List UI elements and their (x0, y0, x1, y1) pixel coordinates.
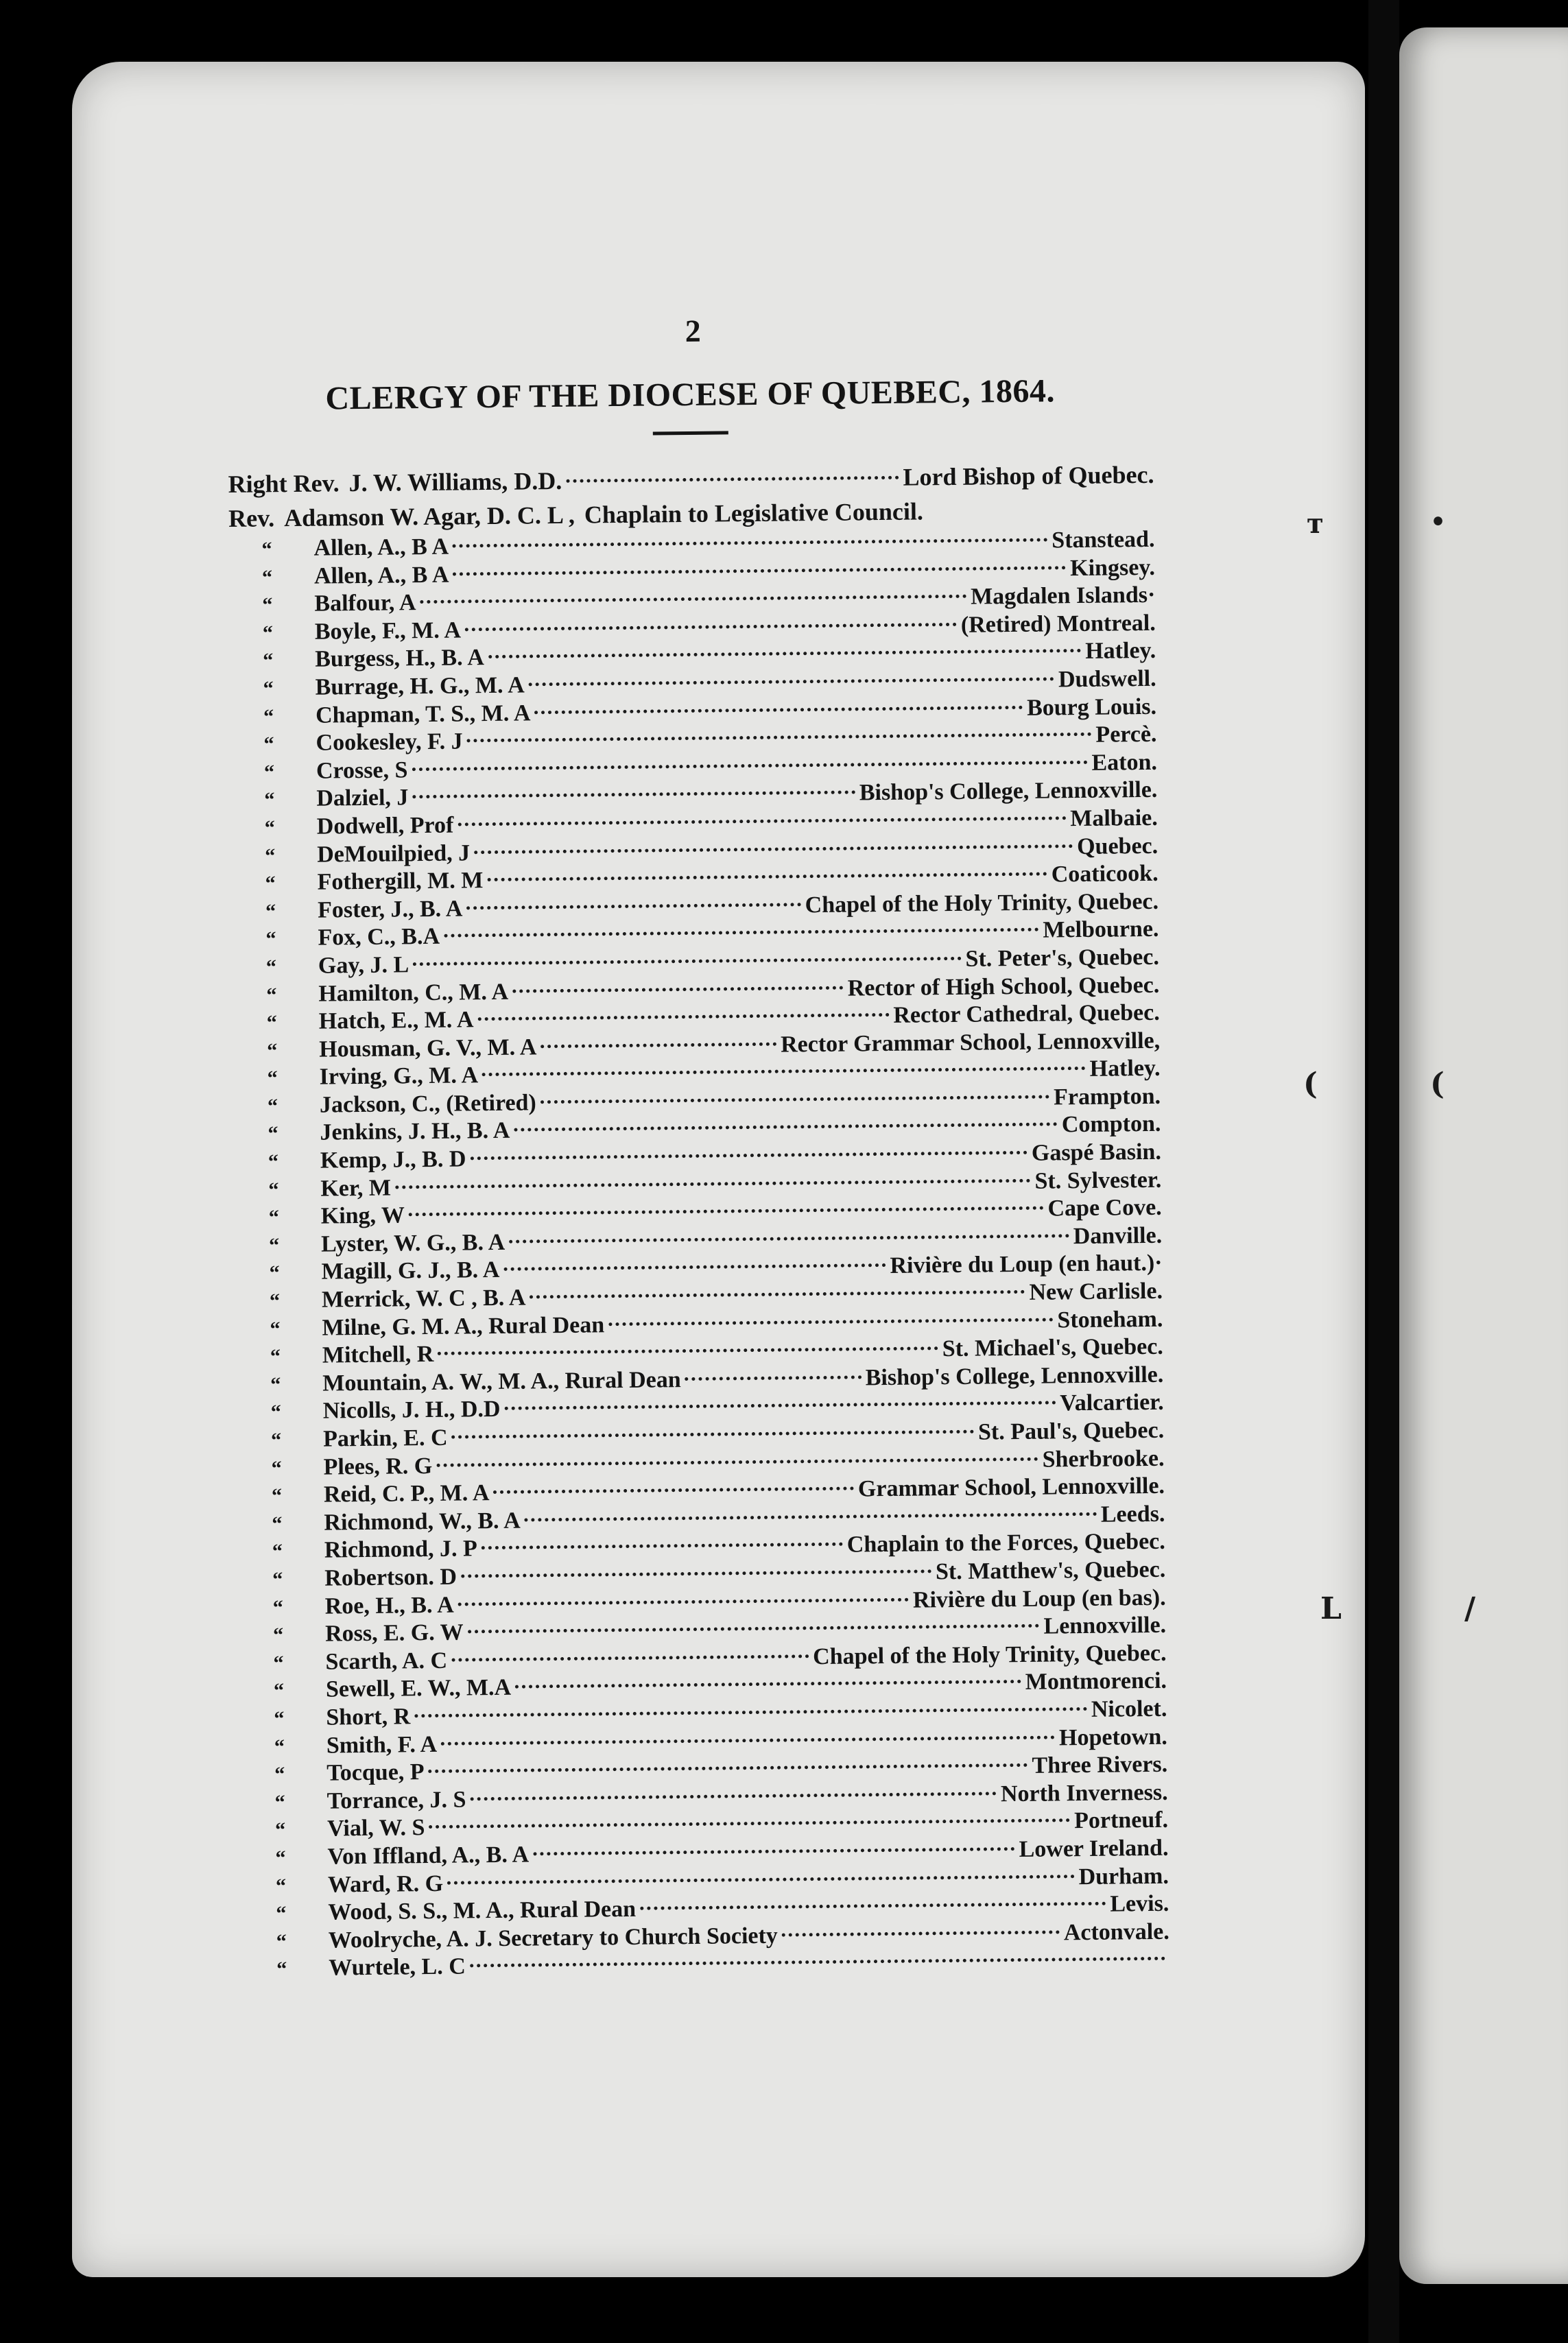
clergy-name: Jackson, C., (Retired) (319, 1090, 536, 1118)
clergy-name: Mitchell, R (322, 1342, 434, 1368)
ditto-mark: “ (271, 1484, 283, 1508)
leader-dots (530, 1290, 1025, 1299)
leader-dots (466, 903, 800, 909)
clergy-name: Mountain, A. W., M. A., Rural Dean (322, 1366, 681, 1396)
ditto-mark: “ (263, 649, 274, 672)
clergy-name: Ward, R. G (327, 1870, 444, 1898)
leader-dots (514, 1123, 1058, 1132)
clergy-charge: Nicolet. (1091, 1696, 1167, 1722)
clergy-charge: Magdalen Islands· (970, 582, 1156, 610)
clergy-charge: Portneuf. (1073, 1807, 1169, 1834)
clergy-name: Short, R (326, 1704, 411, 1731)
leader-dots (444, 928, 1038, 938)
clergy-charge: Chapel of the Holy Trinity, Quebec. (812, 1640, 1167, 1669)
margin-mark: / (1464, 1591, 1476, 1626)
clergy-charge: Malbaie. (1070, 805, 1158, 832)
leader-dots (640, 1902, 1106, 1910)
clergy-name: Sewell, E. W., M.A (325, 1675, 512, 1702)
clergy-charge: Valcartier. (1060, 1390, 1164, 1416)
clergy-name: Plees, R. G (323, 1453, 433, 1480)
clergy-charge: Montmorenci. (1025, 1668, 1167, 1696)
ditto-mark: “ (265, 955, 277, 979)
ditto-mark: “ (272, 1540, 283, 1563)
leader-dots (436, 1457, 1038, 1466)
ditto-mark: “ (272, 1624, 284, 1647)
clergy-name: Nicolls, J. H., D.D (322, 1396, 501, 1425)
leader-dots (429, 1763, 1028, 1773)
clergy-charge: Danville. (1073, 1222, 1163, 1249)
clergy-charge: Lennoxville. (1043, 1612, 1167, 1639)
leader-dots (685, 1375, 862, 1381)
clergy-name: Wurtele, L. C (329, 1953, 466, 1981)
clergy-charge: Melbourne. (1043, 916, 1159, 943)
clergy-name: Hatch, E., M. A (318, 1007, 474, 1034)
ditto-mark: “ (274, 1735, 285, 1758)
clergy-name: Hamilton, C., M. A (318, 979, 509, 1007)
ditto-mark: “ (263, 677, 274, 700)
leader-dots (470, 1792, 997, 1800)
ditto-mark: “ (272, 1512, 283, 1536)
clergy-charge: Hopetown. (1058, 1724, 1167, 1750)
clergy-name: Scarth, A. C (325, 1648, 448, 1675)
leader-dots (541, 1042, 776, 1048)
clergy-charge: Rivière du Loup (en haut.)· (890, 1250, 1163, 1279)
leader-dots (482, 1067, 1086, 1076)
ditto-mark: “ (267, 1067, 278, 1090)
leader-dots (447, 1875, 1075, 1885)
title-rule (653, 431, 728, 435)
clergy-list (228, 526, 1169, 1984)
leader-dots (512, 986, 844, 992)
page-title: CLERGY OF THE DIOCESE OF QUEBEC, 1864. (325, 372, 1056, 417)
leader-dots (493, 1487, 854, 1495)
leader-dots (438, 1346, 938, 1355)
leader-dots (525, 1512, 1097, 1522)
clergy-name: King, W (320, 1202, 405, 1229)
clergy-name: Foster, J., B. A (317, 896, 463, 923)
leader-dots (413, 957, 961, 966)
clergy-charge: North Inverness. (1000, 1779, 1168, 1807)
clergy-name: Dalziel, J (316, 785, 409, 812)
ditto-mark: “ (261, 565, 273, 589)
clergy-name: Ker, M (320, 1175, 392, 1202)
leader-dots (782, 1930, 1060, 1936)
clergy-name: Von Iffland, A., B. A (327, 1842, 530, 1870)
ditto-mark: “ (267, 1095, 278, 1118)
clergy-name: Richmond, J. P (324, 1536, 477, 1563)
clergy-charge: Hatley. (1089, 1056, 1161, 1082)
clergy-charge: Quebec. (1076, 833, 1159, 859)
leader-dots (451, 1654, 809, 1661)
ditto-mark: “ (266, 1011, 277, 1034)
clergy-charge: Frampton. (1053, 1083, 1161, 1110)
ditto-mark: “ (270, 1401, 281, 1424)
clergy-charge: Levis. (1110, 1890, 1169, 1917)
clergy-charge: Rector of High School, Quebec. (847, 972, 1160, 1001)
clergy-name: Chapman, T. S., M. A (315, 700, 531, 728)
clergy-charge: St. Michael's, Quebec. (942, 1333, 1164, 1362)
ditto-mark: “ (269, 1261, 280, 1285)
clergy-charge: Gaspé Basin. (1031, 1139, 1162, 1166)
clergy-name: Woolryche, A. J. Secretary to Church Society (328, 1923, 779, 1953)
clergy-name: Allen, A., B A (313, 534, 449, 561)
leader-dots (566, 476, 899, 483)
leader-dots (533, 1847, 1015, 1855)
rev-prefix: Rev. (228, 504, 275, 532)
ditto-mark: “ (274, 1763, 285, 1786)
leader-dots (474, 844, 1073, 854)
ditto-mark: “ (262, 621, 274, 645)
ditto-mark: “ (274, 1707, 285, 1731)
ditto-mark: “ (273, 1679, 285, 1702)
clergy-name: Housman, G. V., M. A (319, 1034, 537, 1062)
leader-dots (441, 1735, 1055, 1745)
leader-dots (470, 1957, 1165, 1968)
clergy-charge: Dudswell. (1058, 665, 1156, 693)
clergy-name: Ross, E. G. W (324, 1619, 464, 1647)
ditto-mark: “ (265, 927, 276, 951)
margin-mark: ( (1430, 1067, 1445, 1102)
leader-dots (509, 1234, 1069, 1244)
ditto-mark: “ (270, 1373, 281, 1396)
leader-dots (451, 1430, 974, 1439)
leader-dots (453, 538, 1047, 547)
leader-dots (420, 595, 966, 604)
clergy-charge: Rector Grammar School, Lennoxville, (780, 1027, 1161, 1058)
ditto-mark: “ (268, 1122, 278, 1145)
ditto-mark: “ (265, 844, 276, 867)
clergy-name: Torrance, J. S (326, 1787, 466, 1814)
clergy-charge: Three Rivers. (1032, 1751, 1168, 1779)
leader-dots (412, 761, 1087, 771)
clergy-name: Balfour, A (314, 590, 416, 617)
ditto-mark: “ (276, 1902, 287, 1925)
bishop-charge: Lord Bishop of Quebec. (903, 460, 1154, 491)
clergy-charge: Durham. (1078, 1863, 1169, 1890)
leader-dots (461, 1569, 931, 1578)
ditto-mark: “ (275, 1846, 286, 1870)
clergy-name: Wood, S. S., M. A., Rural Dean (328, 1896, 637, 1925)
clergy-charge: Eaton. (1091, 749, 1158, 776)
ditto-mark: “ (263, 733, 274, 756)
leader-dots (467, 733, 1092, 743)
leader-dots (412, 791, 855, 799)
ditto-mark: “ (266, 983, 277, 1006)
ditto-mark: “ (270, 1345, 281, 1368)
clergy-name: Dodwell, Prof (316, 812, 454, 840)
leader-dots (465, 623, 957, 632)
clergy-charge: Stanstead. (1052, 526, 1155, 554)
rev-charge: Chaplain to Legislative Council. (584, 497, 924, 529)
ditto-mark: “ (271, 1456, 282, 1479)
ditto-mark: “ (262, 593, 273, 617)
rev-name: Adamson W. Agar, D. C. L , (283, 501, 575, 532)
clergy-charge: St. Peter's, Quebec. (965, 944, 1160, 972)
clergy-name: Merrick, W. C , B. A (321, 1285, 526, 1313)
bishop-prefix: Right Rev. (228, 469, 340, 498)
ditto-mark: “ (269, 1289, 281, 1313)
clergy-charge: Chapel of the Holy Trinity, Quebec. (805, 888, 1159, 918)
ditto-mark: “ (276, 1929, 287, 1953)
ditto-mark: “ (267, 1038, 278, 1062)
clergy-charge: Actonvale. (1063, 1918, 1169, 1946)
ditto-mark: “ (265, 872, 276, 895)
ditto-mark: “ (261, 538, 272, 561)
right-page-edge (1399, 27, 1568, 2284)
clergy-name: Cookesley, F. J (316, 728, 463, 756)
leader-dots (608, 1318, 1053, 1326)
clergy-name: Boyle, F., M. A (314, 617, 462, 645)
clergy-name: Burrage, H. G., M. A (315, 672, 525, 700)
clergy-name: Magill, G. J., B. A (321, 1257, 500, 1285)
leader-dots (414, 1707, 1087, 1717)
clergy-charge: Bishop's College, Lennoxville. (859, 777, 1158, 806)
ditto-mark: “ (270, 1317, 281, 1341)
clergy-charge: (Retired) Montreal. (960, 610, 1156, 638)
bishop-name: J. W. Williams, D.D. (348, 466, 562, 497)
leader-dots (541, 1095, 1049, 1104)
clergy-charge: Bourg Louis. (1026, 693, 1157, 721)
ditto-mark: “ (271, 1429, 282, 1452)
clergy-name: Roe, H., B. A (324, 1592, 454, 1619)
clergy-charge: Coaticook. (1051, 860, 1159, 888)
ditto-mark: “ (275, 1874, 287, 1897)
clergy-charge: Rector Cathedral, Quebec. (893, 999, 1160, 1028)
clergy-charge: Leeds. (1100, 1501, 1165, 1527)
clergy-charge: Sherbrooke. (1042, 1445, 1165, 1473)
ditto-mark: “ (269, 1234, 280, 1257)
clergy-name: Robertson. D (324, 1564, 458, 1591)
margin-mark: L (1320, 1591, 1342, 1626)
ditto-mark: “ (272, 1568, 283, 1591)
ditto-mark: “ (274, 1818, 286, 1842)
clergy-name: DeMouilpied, J (317, 840, 471, 868)
clergy-charge: Rivière du Loup (en bas). (912, 1584, 1166, 1613)
clergy-name: Gay, J. L (318, 952, 409, 979)
book-gutter (1368, 0, 1399, 2343)
clergy-name: Reid, C. P., M. A (323, 1480, 490, 1508)
ditto-mark: “ (263, 704, 274, 728)
clergy-charge: Compton. (1061, 1111, 1161, 1138)
leader-dots (503, 1263, 886, 1271)
clergy-charge: Lower Ireland. (1019, 1835, 1169, 1862)
clergy-name: Parkin, E. C (322, 1425, 448, 1452)
leader-dots (468, 1624, 1040, 1634)
clergy-name: Fox, C., B.A (318, 924, 440, 951)
leader-dots (529, 677, 1054, 686)
ditto-mark: “ (263, 761, 275, 784)
clergy-charge: Chaplain to the Forces, Quebec. (846, 1529, 1165, 1558)
leader-dots (482, 1543, 843, 1550)
ditto-mark: “ (268, 1178, 279, 1202)
leader-dots (429, 1819, 1070, 1829)
clergy-charge: Kingsey. (1069, 554, 1156, 581)
clergy-name: Milne, G. M. A., Rural Dean (322, 1311, 605, 1341)
leader-dots (515, 1680, 1021, 1689)
ditto-mark: “ (264, 788, 275, 811)
ditto-mark: “ (274, 1790, 285, 1814)
clergy-charge: St. Paul's, Quebec. (977, 1417, 1165, 1445)
ditto-mark: “ (268, 1206, 279, 1229)
leader-dots (458, 1597, 909, 1606)
clergy-name: Lyster, W. G., B. A (320, 1229, 506, 1257)
margin-mark: ᴛ (1307, 508, 1324, 540)
clergy-name: Richmond, W., B. A (324, 1508, 521, 1536)
leader-dots (470, 1151, 1027, 1161)
leader-dots (488, 649, 1082, 658)
clergy-name: Smith, F. A (326, 1731, 438, 1759)
page-content (226, 306, 1169, 1984)
clergy-charge: Cape Cove. (1047, 1195, 1162, 1222)
clergy-charge: Grammar School, Lennoxville. (857, 1473, 1165, 1502)
clergy-name: Irving, G., M. A (319, 1062, 479, 1090)
clergy-charge: St. Matthew's, Quebec. (935, 1556, 1166, 1585)
clergy-name: Allen, A., B A (313, 562, 449, 589)
clergy-charge: St. Sylvester. (1034, 1167, 1162, 1194)
leader-dots (504, 1401, 1056, 1410)
leader-dots (409, 1206, 1044, 1217)
ditto-mark: “ (268, 1150, 279, 1174)
clergy-charge: Hatley. (1085, 638, 1156, 665)
page-number: 2 (685, 313, 702, 348)
leader-dots (477, 1013, 889, 1021)
clergy-name: Crosse, S (316, 757, 408, 784)
clergy-name: Tocque, P (326, 1759, 425, 1786)
ditto-mark: “ (272, 1595, 283, 1619)
clergy-name: Jenkins, J. H., B. A (320, 1118, 510, 1146)
clergy-name: Kemp, J., B. D (320, 1146, 466, 1174)
clergy-name: Vial, W. S (326, 1815, 425, 1842)
ditto-mark: “ (264, 816, 275, 840)
margin-mark: • (1430, 508, 1447, 536)
leader-dots (453, 566, 1066, 575)
leader-dots (395, 1178, 1031, 1189)
clergy-charge: Percè. (1095, 721, 1157, 748)
clergy-charge: Bishop's College, Lennoxville. (865, 1361, 1164, 1391)
leader-dots (458, 816, 1066, 826)
clergy-name: Fothergill, M. M (317, 868, 484, 895)
leader-dots (487, 872, 1047, 882)
clergy-name: Burgess, H., B. A (315, 645, 484, 673)
clergy-charge: New Carlisle. (1029, 1278, 1163, 1305)
margin-mark: ( (1303, 1067, 1318, 1102)
leader-dots (534, 705, 1023, 713)
ditto-mark: “ (276, 1958, 287, 1981)
ditto-mark: “ (265, 900, 276, 923)
ditto-mark: “ (273, 1651, 284, 1675)
clergy-charge: Stoneham. (1057, 1306, 1163, 1333)
